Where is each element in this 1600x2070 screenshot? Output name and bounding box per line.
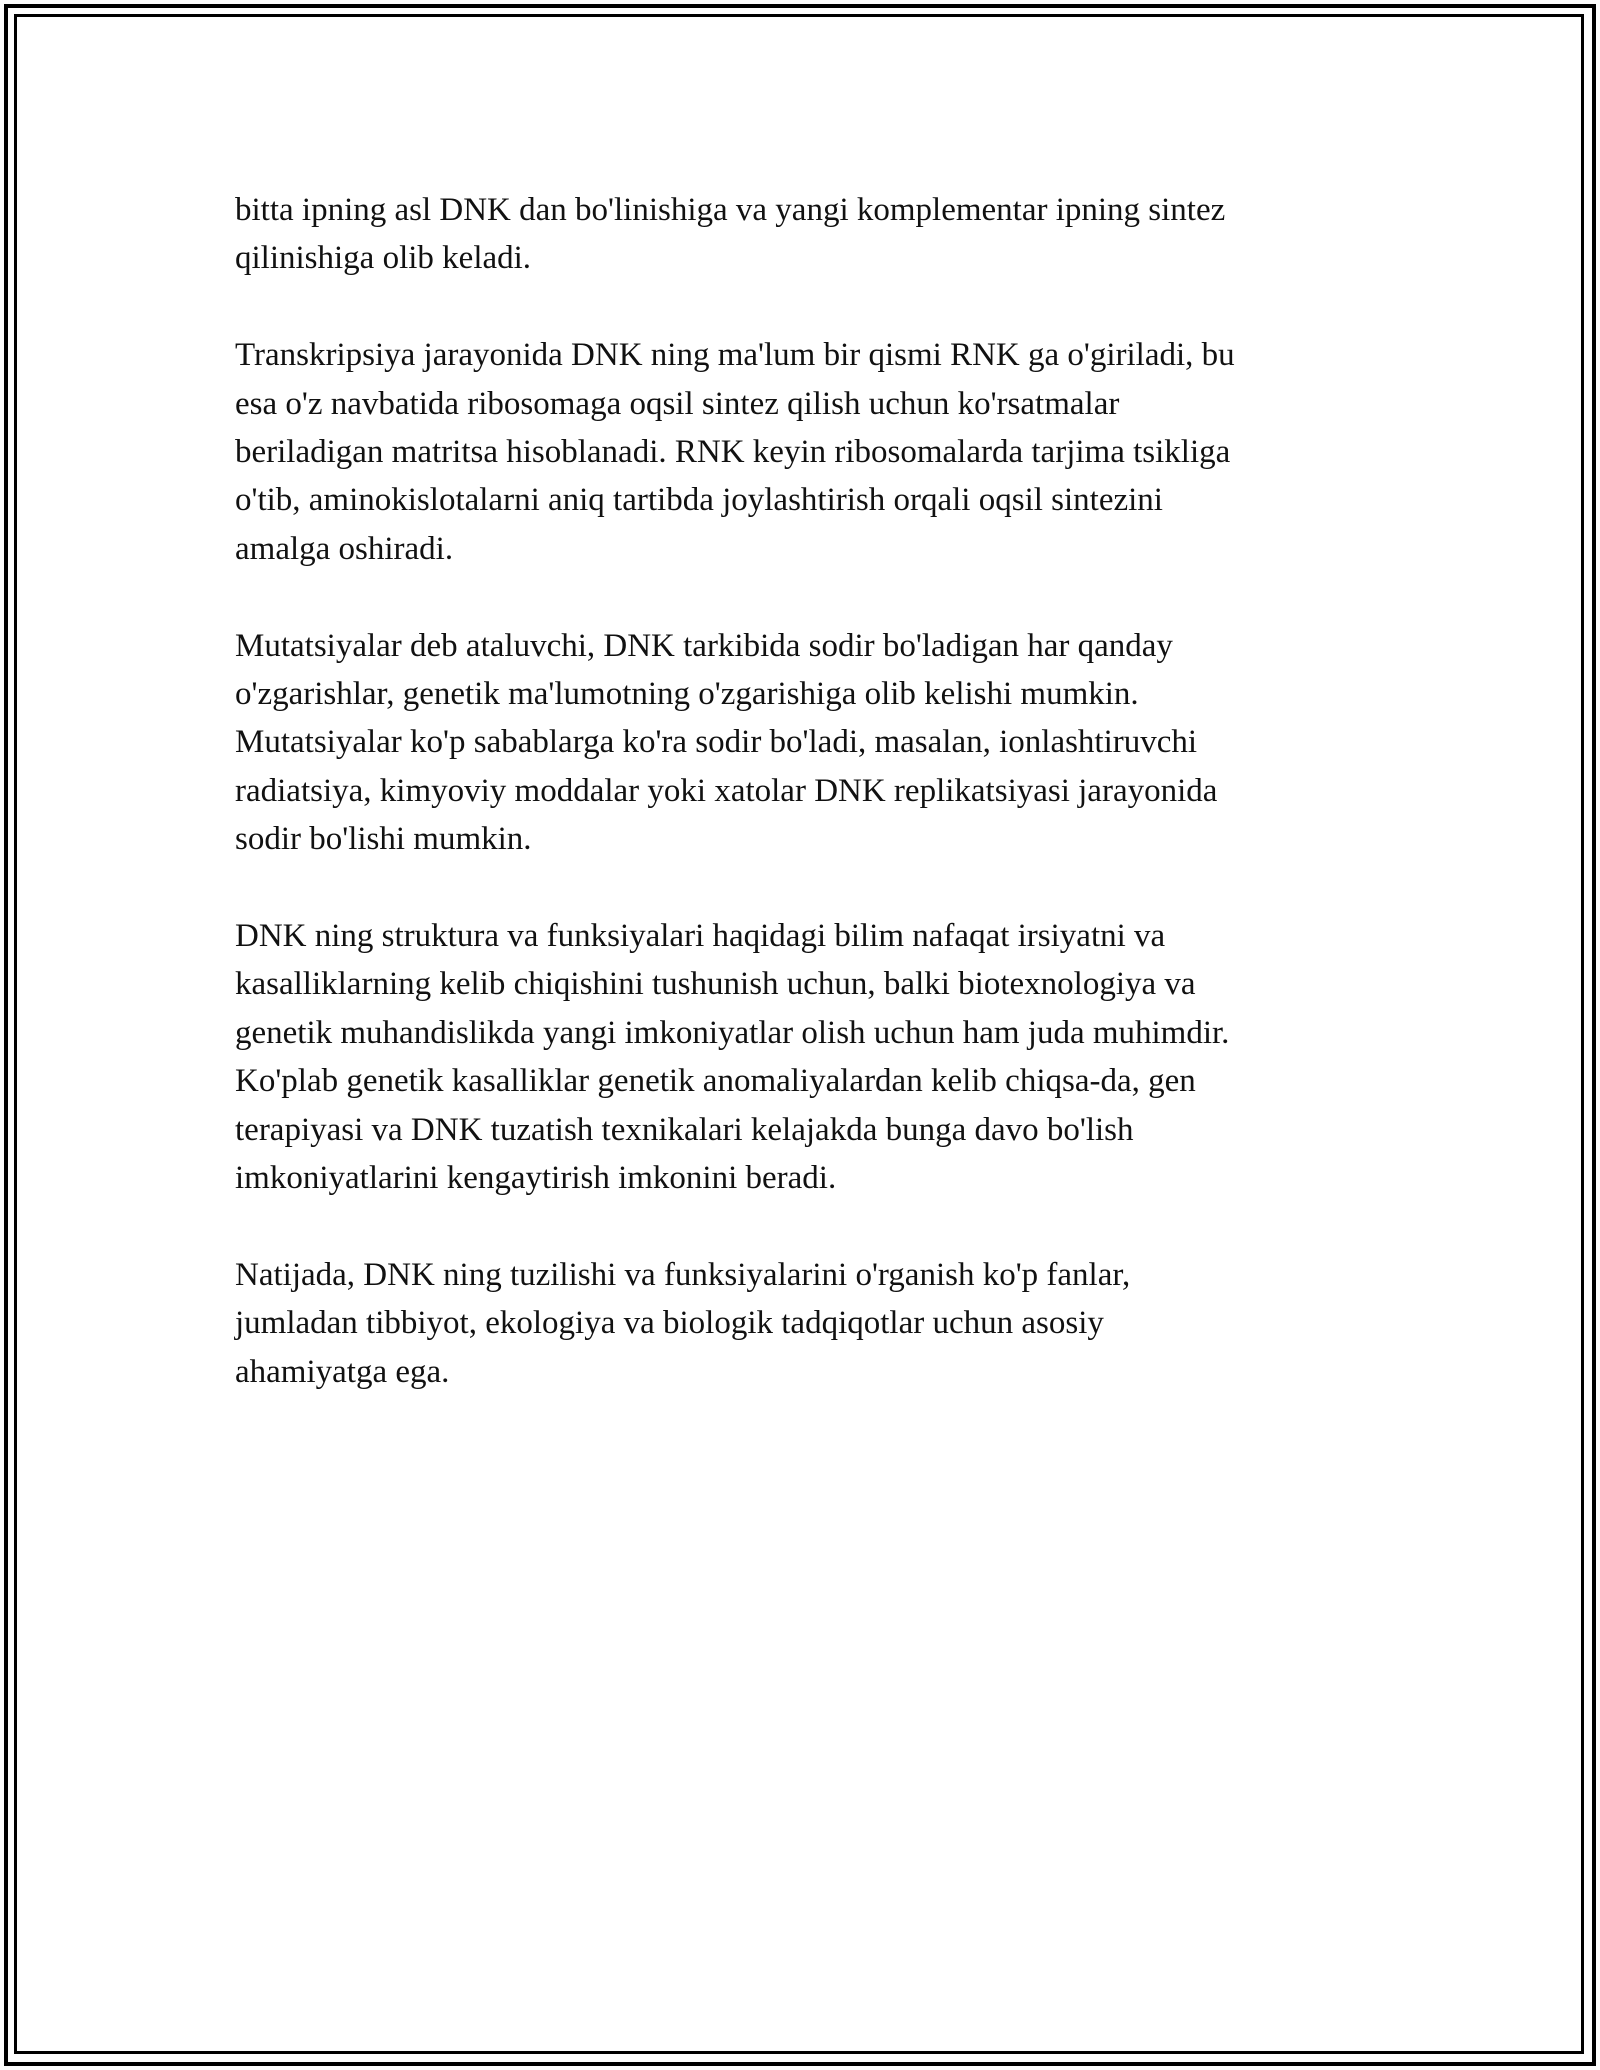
paragraph-transcription: Transkripsiya jarayonida DNK ning ma'lum bir qismi RNK ga o'giriladi, bu esa o'z navbatida ribosomaga oqsil sintez qilish uchun ko'rsatmalar beriladigan matritsa hisoblanadi. RNK keyin ribosomalarda tarjima tsikliga o'tib, aminokislotalarni aniq tartibda joylashtirish orqali oqsil sintezini amalga oshiradi. — [235, 337, 1235, 567]
paragraph-replication-continuation: bitta ipning asl DNK dan bo'linishiga va yangi komplementar ipning sintez qilinishiga olib keladi. — [235, 192, 1226, 277]
paragraph-dna-knowledge: DNK ning struktura va funksiyalari haqidagi bilim nafaqat irsiyatni va kasalliklarning kelib chiqishini tushunish uchun, balki biotexnologiya va genetik muhandislikda yangi imkoniyatlar olish uchun ham juda muhimdir. Ko'plab genetik kasalliklar genetik anomaliyalardan kelib chiqsa-da, gen terapiyasi va DNK tuzatish texnikalari kelajakda bunga davo bo'lish imkoniyatlarini kengaytirish imkonini beradi. — [235, 918, 1230, 1197]
paragraph-conclusion: Natijada, DNK ning tuzilishi va funksiyalarini o'rganish ko'p fanlar, jumladan tibbiyot, ekologiya va biologik tadqiqotlar uchun asosiy ahamiyatga ega. — [235, 1256, 1131, 1390]
paragraph-mutations: Mutatsiyalar deb ataluvchi, DNK tarkibida sodir bo'ladigan har qanday o'zgarishlar, genetik ma'lumotning o'zgarishiga olib kelishi mumkin. Mutatsiyalar ko'p sabablarga ko'ra sodir bo'ladi, masalan, ionlashtiruvchi radiatsiya, kimyoviy moddalar yoki xatolar DNK replikatsiyasi jarayonida sodir bo'lishi mumkin. — [235, 627, 1218, 858]
document-body — [235, 186, 1375, 1444]
